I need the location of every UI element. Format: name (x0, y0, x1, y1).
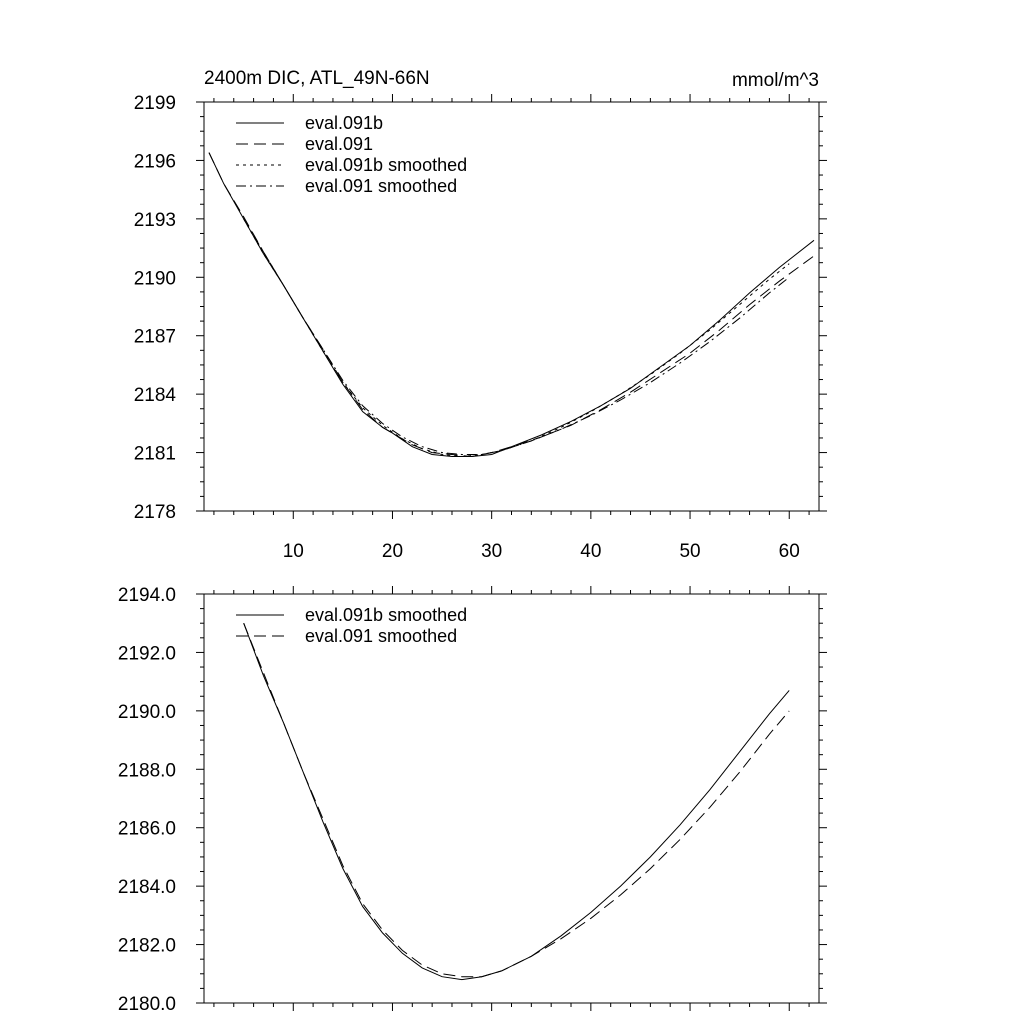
y-tick-label: 2199 (133, 93, 176, 114)
y-tick-label: 2190 (133, 268, 176, 290)
x-tick-label: 60 (778, 541, 800, 562)
legend-label-1: eval.091 smoothed (305, 626, 458, 646)
top-panel-title: 2400m DIC, ATL_49N-66N (204, 68, 430, 89)
y-tick-label: 2184 (133, 385, 176, 407)
legend-label-0: eval.091b smoothed (305, 605, 468, 625)
x-tick-label: 50 (679, 541, 701, 562)
y-tick-label: 2184.0 (117, 877, 176, 899)
y-tick-label: 2182.0 (117, 935, 176, 957)
y-tick-label: 2188.0 (117, 760, 176, 782)
x-tick-label: 20 (381, 541, 404, 562)
top-panel-units: mmol/m^3 (731, 70, 819, 91)
y-tick-label: 2187 (133, 326, 176, 348)
x-tick-label: 30 (481, 541, 503, 562)
y-tick-label: 2186.0 (117, 818, 176, 840)
x-tick-label: 40 (580, 541, 602, 562)
legend-label-2: eval.091b smoothed (305, 155, 468, 175)
y-tick-label: 2181 (133, 443, 176, 465)
y-tick-label: 2194.0 (117, 585, 176, 606)
y-tick-label: 2196 (133, 151, 176, 173)
y-tick-label: 2180.0 (117, 994, 176, 1015)
legend-label-3: eval.091 smoothed (305, 176, 458, 196)
y-tick-label: 2190.0 (117, 701, 176, 723)
legend-label-0: eval.091b (305, 113, 384, 133)
legend-label-1: eval.091 (305, 134, 374, 154)
y-tick-label: 2192.0 (117, 643, 176, 665)
y-tick-label: 2193 (133, 209, 176, 231)
x-tick-label: 10 (282, 541, 304, 562)
y-tick-label: 2178 (133, 502, 176, 523)
